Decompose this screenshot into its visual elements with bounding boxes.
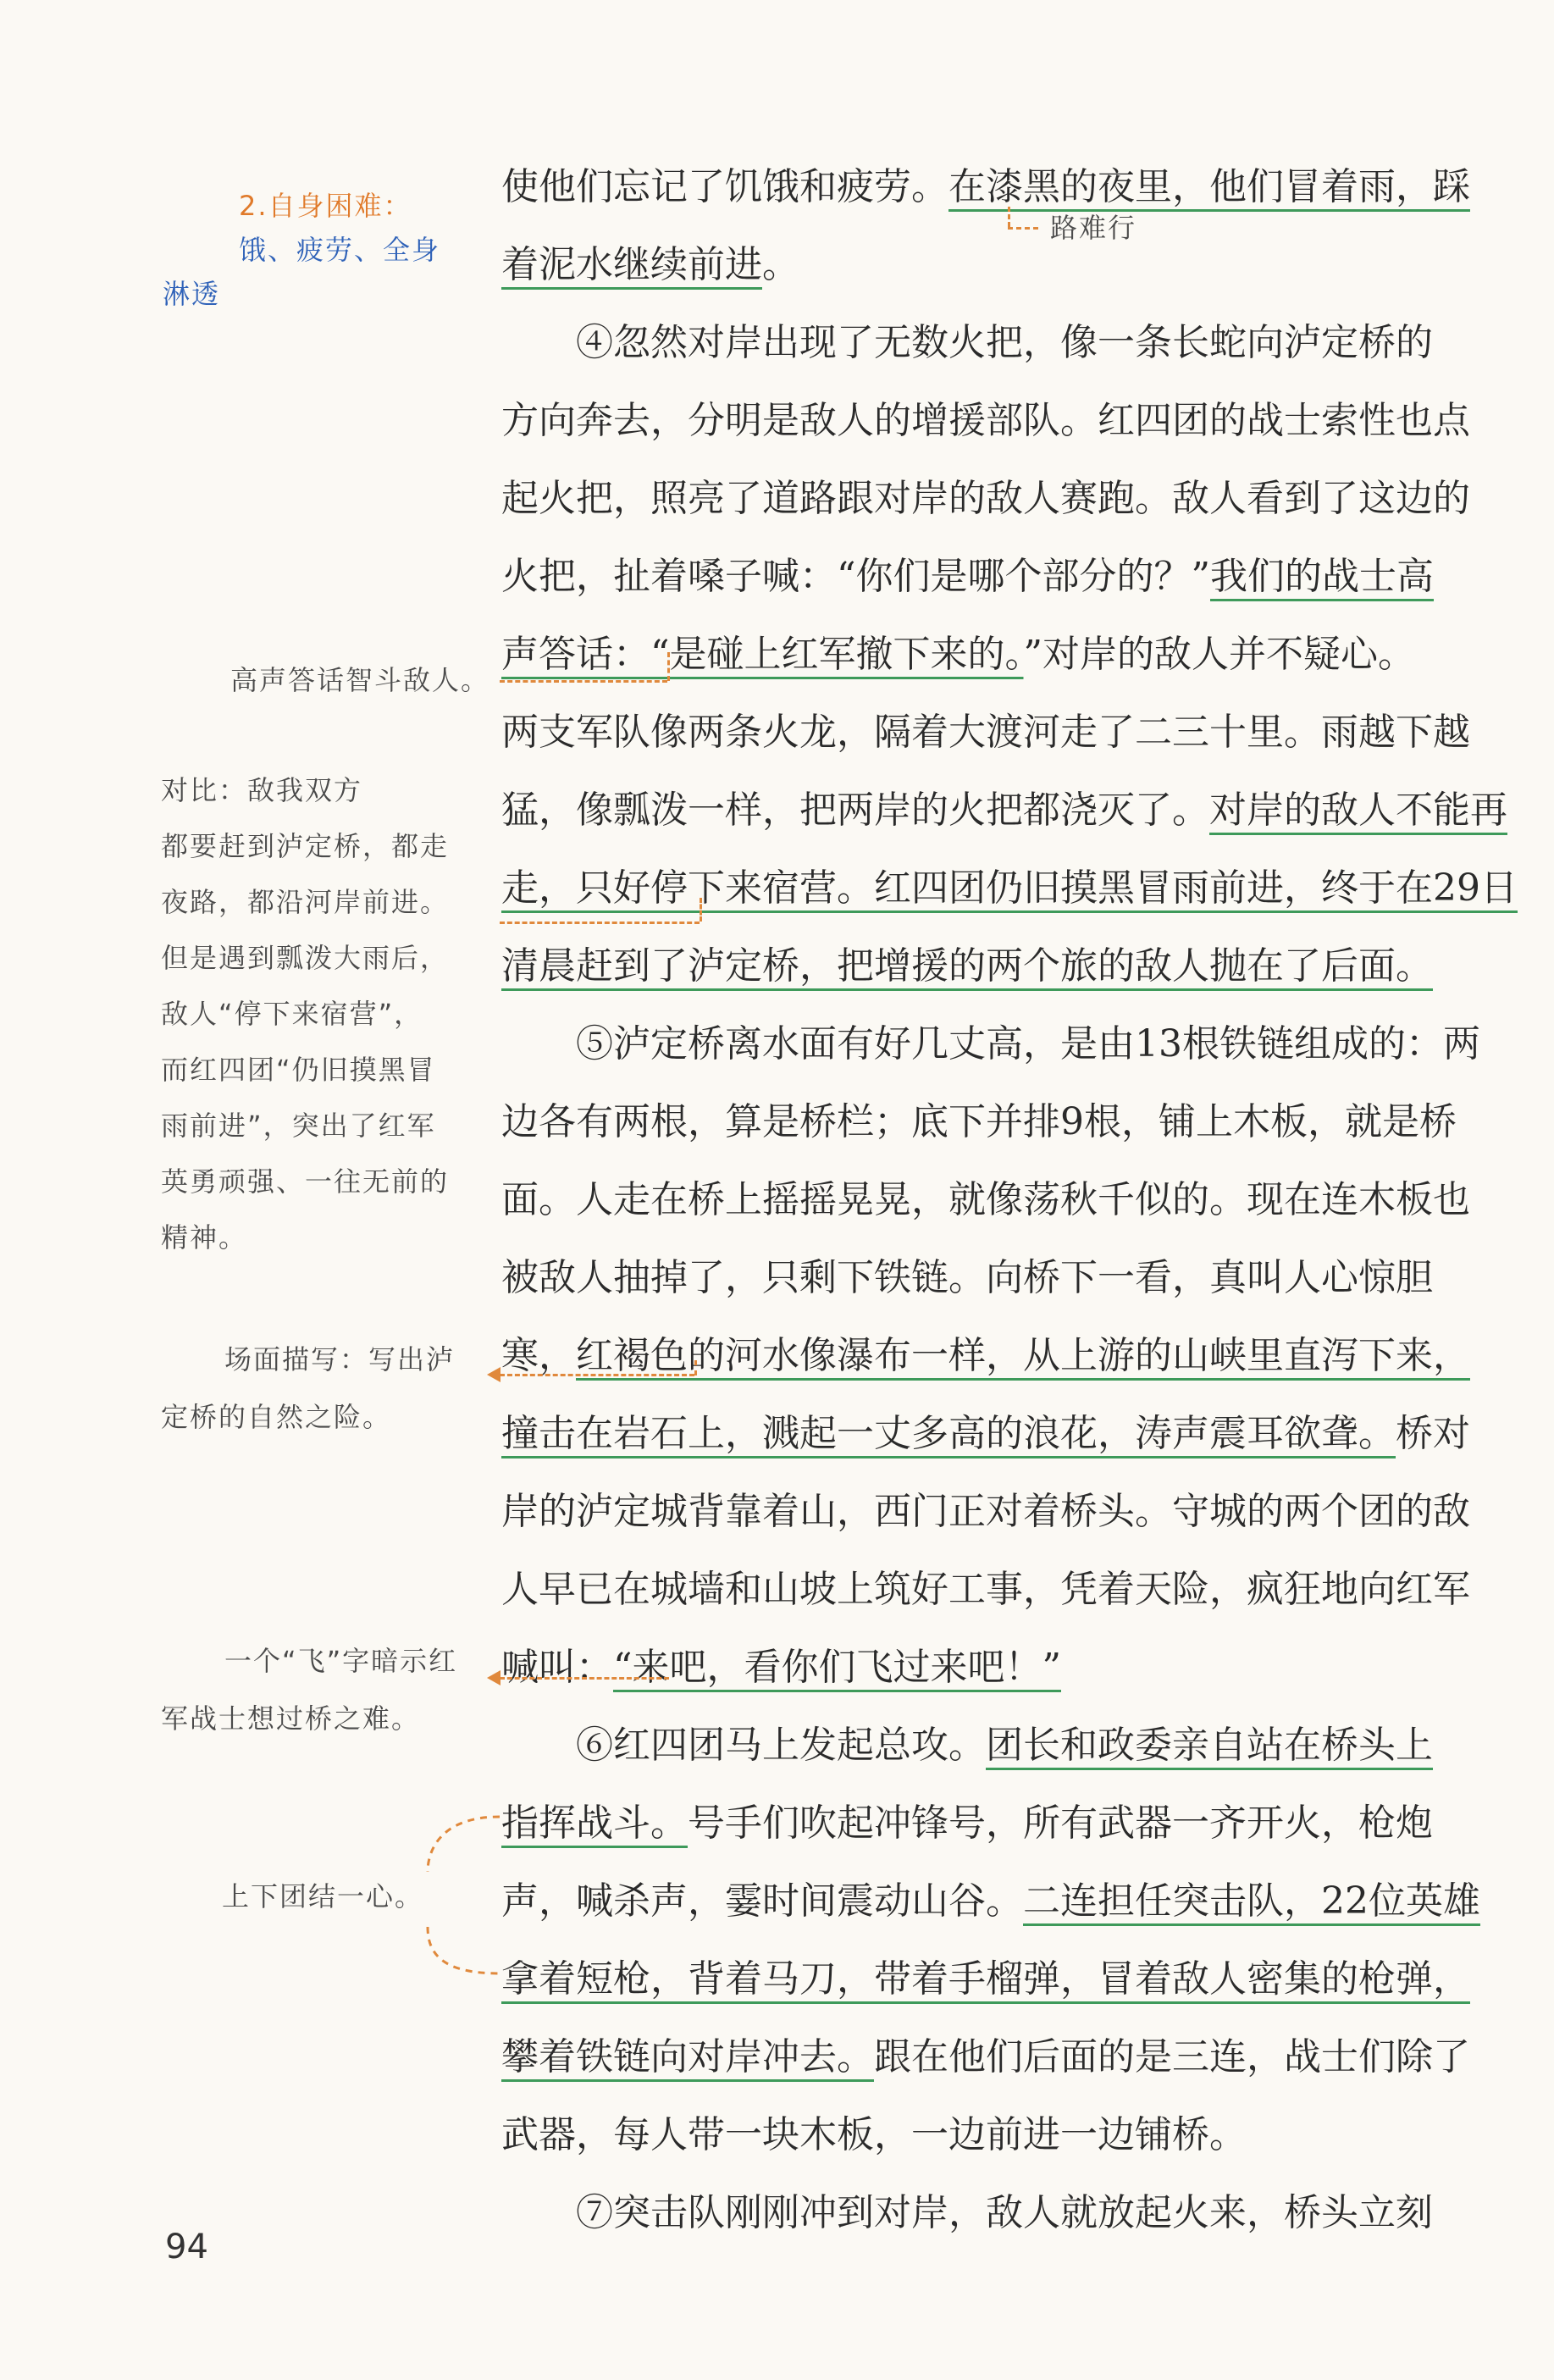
underlined-segment: 团长和政委亲自站在桥头上 [986,1724,1433,1767]
text-segment: 喊叫： [501,1646,613,1689]
text-segment: 猛，像瓢泼一样，把两岸的火把都浇灭了。 [501,789,1209,832]
text-segment: 两支军队像两条火龙，隔着大渡河走了二三十里。雨越下越 [501,711,1470,754]
underlined-segment: 清晨赶到了泸定桥，把增援的两个旅的敌人抛在了后面。 [501,944,1433,988]
underlined-segment: 对岸的敌人不能再 [1209,789,1507,832]
annotation-contrast-7: 雨前进”，突出了红军 [161,1110,436,1142]
annotation-unity: 上下团结一心。 [222,1880,424,1912]
annotation-road: 路难行 [1050,212,1137,244]
underlined-segment: 指挥战斗。 [501,1802,688,1845]
page-number: 94 [165,2228,208,2267]
annotation-fly-2: 军战士想过桥之难。 [161,1702,421,1735]
annotation-shout: 高声答话智斗敌人。 [230,664,490,696]
annotation-contrast-4: 但是遇到瓢泼大雨后， [161,942,450,974]
underlined-segment: 走，只好停下来宿营。红四团仍旧摸黑冒雨前进，终于在29日 [501,866,1518,910]
text-segment: ⑥红四团马上发起总攻。 [576,1724,986,1767]
underlined-segment: 红褐色的河水像瀑布一样，从上游的山峡里直泻下来， [576,1334,1470,1377]
annotation-difficulty-line-2: 淋透 [163,278,221,310]
text-segment: 声，喊杀声，霎时间震动山谷。 [501,1879,1023,1923]
text-segment: 面。人走在桥上摇摇晃晃，就像荡秋千似的。现在连木板也 [501,1178,1470,1221]
text-segment: 。 [762,243,799,286]
text-segment: ⑤泸定桥离水面有好几丈高，是由13根铁链组成的：两 [576,1022,1480,1065]
underlined-segment: 撞击在岩石上，溅起一丈多高的浪花，涛声震耳欲聋。 [501,1412,1396,1455]
underlined-segment: 声答话：“是碰上红军撤下来的。 [501,633,1024,676]
annotation-difficulty-line-1: 饿、疲劳、全身 [239,234,441,266]
text-segment: 起火把，照亮了道路跟对岸的敌人赛跑。敌人看到了这边的 [501,477,1470,520]
annotation-difficulty-title: 2.自身困难： [239,190,412,222]
text-segment: 被敌人抽掉了，只剩下铁链。向桥下一看，真叫人心惊胆 [501,1256,1433,1299]
annotation-contrast-2: 都要赶到泸定桥，都走 [161,830,450,862]
underlined-segment: 在漆黑的夜里，他们冒着雨，踩 [948,165,1470,208]
text-segment: 边各有两根，算是桥栏；底下并排9根，铺上木板，就是桥 [501,1100,1457,1143]
text-segment: ④忽然对岸出现了无数火把，像一条长蛇向泸定桥的 [576,321,1433,364]
annotation-scene-2: 定桥的自然之险。 [161,1401,392,1433]
text-segment: 人早已在城墙和山坡上筑好工事，凭着天险，疯狂地向红军 [501,1568,1470,1611]
annotation-contrast-5: 敌人“停下来宿营”， [161,998,423,1030]
annotation-contrast-6: 而红四团“仍旧摸黑冒 [161,1054,436,1086]
underlined-segment: 我们的战士高 [1210,555,1434,598]
underlined-segment: 攀着铁链向对岸冲去。 [501,2035,874,2078]
text-segment: 方向奔去，分明是敌人的增援部队。红四团的战士索性也点 [501,399,1470,442]
text-segment: 桥对 [1396,1412,1470,1455]
text-segment: 号手们吹起冲锋号，所有武器一齐开火，枪炮 [688,1802,1433,1845]
underlined-segment: 二连担任突击队，22位英雄 [1023,1879,1480,1923]
annotation-scene-1: 场面描写：写出泸 [224,1343,456,1375]
text-segment: ”对岸的敌人并不疑心。 [1023,633,1415,676]
annotation-contrast-1: 对比：敌我双方 [161,774,363,806]
text-segment: 火把，扯着嗓子喊：“你们是哪个部分的？” [501,555,1210,598]
underlined-segment: 着泥水继续前进 [501,243,762,286]
annotation-contrast-9: 精神。 [161,1221,248,1254]
annotation-fly-1: 一个“飞”字暗示红 [224,1645,458,1677]
underlined-segment: 拿着短枪，背着马刀，带着手榴弹，冒着敌人密集的枪弹， [501,1957,1470,2001]
text-segment: 武器，每人带一块木板，一边前进一边铺桥。 [501,2113,1247,2156]
text-segment: ⑦突击队刚刚冲到对岸，敌人就放起火来，桥头立刻 [576,2191,1433,2234]
annotation-contrast-8: 英勇顽强、一往无前的 [161,1165,450,1198]
annotation-contrast-3: 夜路，都沿河岸前进。 [161,886,450,918]
text-segment: 跟在他们后面的是三连，战士们除了 [874,2035,1470,2078]
text-segment: 寒， [501,1334,576,1377]
text-segment: 使他们忘记了饥饿和疲劳。 [501,165,948,208]
text-segment: 岸的泸定城背靠着山，西门正对着桥头。守城的两个团的敌 [501,1490,1470,1533]
underlined-segment: “来吧，看你们飞过来吧！” [613,1646,1061,1689]
